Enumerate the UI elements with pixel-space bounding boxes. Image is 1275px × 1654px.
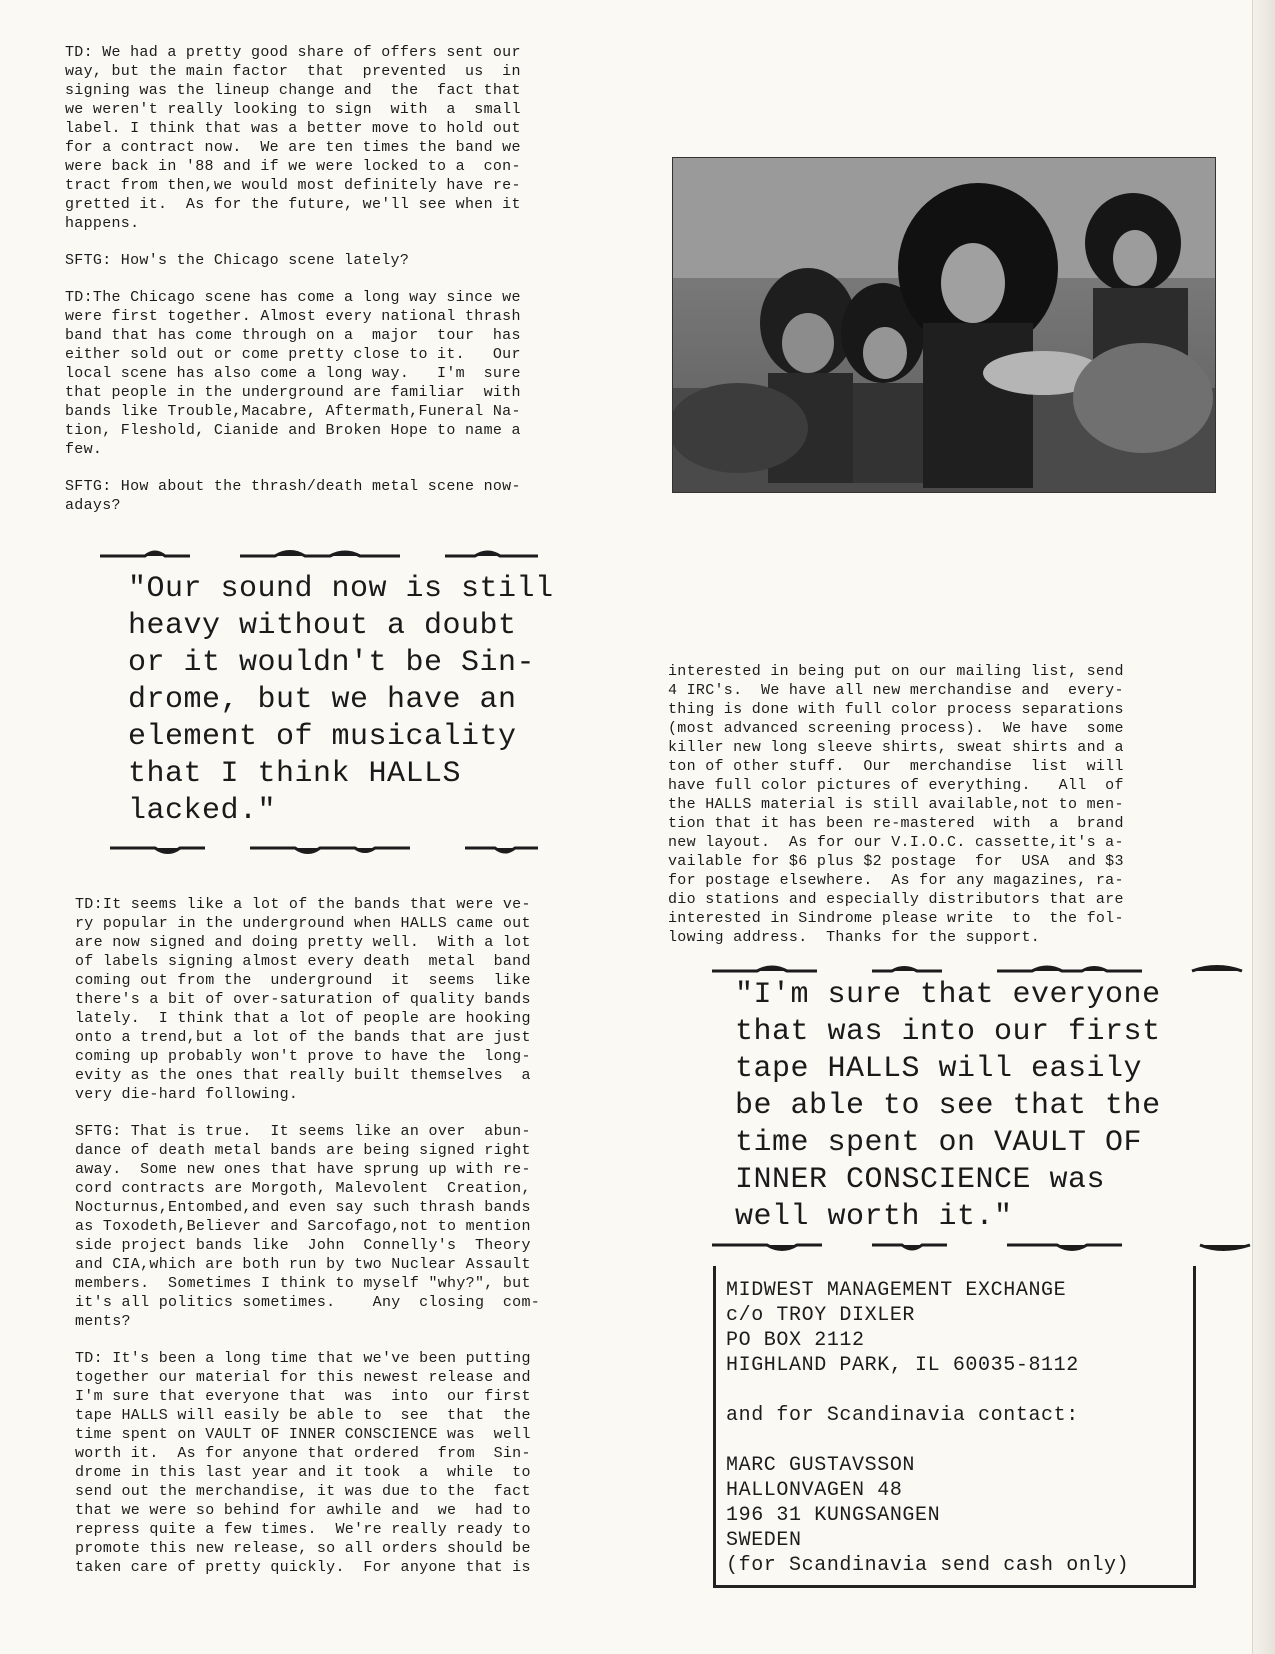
paragraph-sftg-thrash-question: SFTG: How about the thrash/death metal scene now- adays? — [65, 478, 521, 514]
page-edge — [1252, 0, 1275, 1654]
address-line: (for Scandinavia send cash only) — [726, 1554, 1130, 1577]
address-line: SWEDEN — [726, 1529, 802, 1552]
address-line: 196 31 KUNGSANGEN — [726, 1504, 941, 1527]
paragraph-td-chicago-scene: TD:The Chicago scene has come a long way since we were first together. Almost every national thrash band that has come through on a major tour has either sold out or come pretty close to it. Our local scene has also come a long way. I'm sure that people in the underground are familiar with bands like Trouble,Macabre, Aftermath,Funeral Na- tion, Fleshold, Cianide and Broken Hope to name a few. — [65, 289, 521, 458]
paragraph-merchandise: interested in being put on our mailing list, send 4 IRC's. We have all new merchandise and every- thing is done with full color process separations (most advanced screening process). We have some killer new long sleeve shirts, sweat shirts and a ton of other stuff. Our merchandise list will have full color pictures of everything. All of the HALLS material is still available,not to men- tion that it has been re-mastered with a brand new layout. As for our V.I.O.C. cassette,it's a- vailable for $6 plus $2 postage for USA and $3 for postage elsewhere. As for any magazines, ra- dio stations and especially distributors that are interested in Sindrome please write to the fol- lowing address. Thanks for the support. — [668, 663, 1124, 946]
address-line: c/o TROY DIXLER — [726, 1304, 916, 1327]
paragraph-td-signed-bands: TD:It seems like a lot of the bands that were ve- ry popular in the underground when HALLS came out are now signed and doing pretty well. With a lot of labels signing almost every death metal band coming out from the underground it seems like there's a bit of over-saturation of quality bands lately. I think that a lot of people are hooking onto a trend,but a lot of the bands that are just coming up probably won't prove to have the long- evity as the ones that really built themselves a very die-hard following. — [75, 896, 531, 1103]
address-line: MIDWEST MANAGEMENT EXCHANGE — [726, 1279, 1067, 1302]
band-photo-icon — [672, 157, 1216, 493]
paragraph-td-closing: TD: It's been a long time that we've been putting together our material for this newest release and I'm sure that everyone that was into our first tape HALLS will easily be able to see that the time spent on VAULT OF INNER CONSCIENCE was well worth it. As for anyone that ordered from Sin- drome in this last year and it took a while to send out the merchandise, it was due to the fact that we were so behind for awhile and we had to repress quite a few times. We're really ready to promote this new release, so all orders should be taken care of pretty quickly. For anyone that is — [75, 1350, 531, 1576]
divider-bottom-2 — [712, 1242, 1252, 1256]
divider-bottom-1 — [110, 845, 540, 859]
left-column-top — [65, 43, 625, 533]
address-line: MARC GUSTAVSSON — [726, 1454, 916, 1477]
paragraph-sftg-overabundance: SFTG: That is true. It seems like an over abun- dance of death metal bands are being signed right away. Some new ones that have sprung up with re- cord contracts are Morgoth, Malevolent Creation, Nocturnus,Entombed,and even say such thrash bands as Toxodeth,Believer and Sarcofago,not to mention side project bands like John Connelly's Theory and CIA,which are both run by two Nuclear Assault members. Sometimes I think to myself "why?", but it's all politics sometimes. Any closing com- ments? — [75, 1123, 541, 1330]
address-line: PO BOX 2112 — [726, 1329, 865, 1352]
address-line: HIGHLAND PARK, IL 60035-8112 — [726, 1354, 1079, 1377]
address-box — [713, 1266, 1196, 1588]
paragraph-sftg-chicago-question: SFTG: How's the Chicago scene lately? — [65, 252, 410, 269]
right-column — [668, 662, 1228, 965]
address-line: HALLONVAGEN 48 — [726, 1479, 903, 1502]
divider-top-2 — [712, 960, 1252, 974]
pull-quote-1: "Our sound now is still heavy without a doubt or it wouldn't be Sin- drome, but we have an element of musicality that I think HALLS lacked." — [128, 572, 554, 828]
divider-top-1 — [100, 545, 540, 559]
left-column-bottom — [75, 895, 635, 1595]
paragraph-td-offers: TD: We had a pretty good share of offers sent our way, but the main factor that prevented us in signing was the lineup change and the fact that we weren't really looking to sign with a small label. I think that was a better move to hold out for a contract now. We are ten times the band we were back in '88 and if we were locked to a con- tract from then,we would most definitely have re- gretted it. As for the future, we'll see when it happens. — [65, 44, 521, 232]
pull-quote-2: "I'm sure that everyone that was into our first tape HALLS will easily be able to see that the time spent on VAULT OF INNER CONSCIENCE was well worth it." — [735, 978, 1161, 1234]
address-line: and for Scandinavia contact: — [726, 1404, 1079, 1427]
